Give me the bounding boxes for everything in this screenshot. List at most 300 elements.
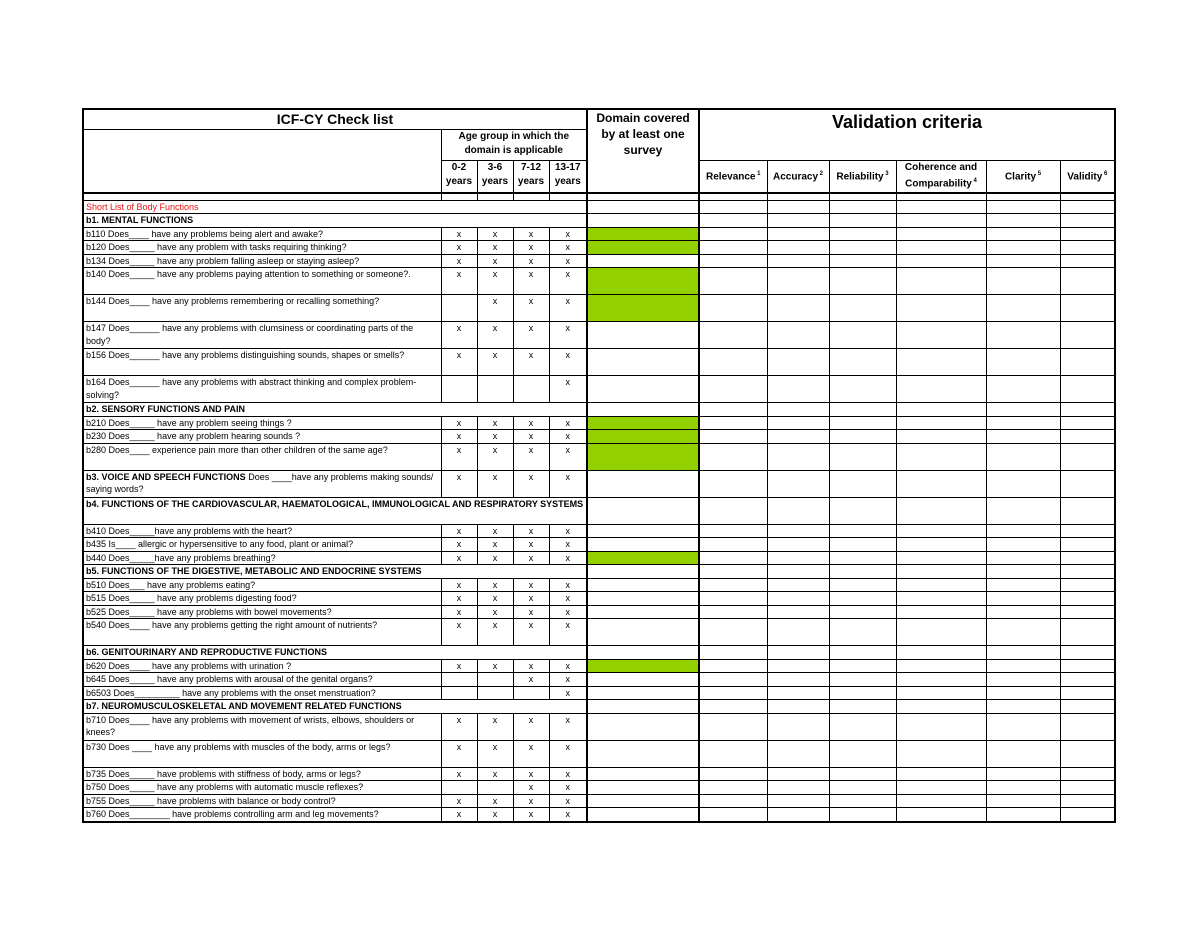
age-mark-cell: [441, 673, 477, 687]
criterion-cell: [896, 578, 986, 592]
age-mark-cell: x: [549, 659, 587, 673]
age-mark-cell: x: [477, 538, 513, 552]
table-row: [83, 794, 1115, 808]
criterion-footnote-marker: 3: [883, 171, 889, 178]
criterion-cell: [1060, 538, 1115, 552]
criterion-cell: [829, 403, 896, 417]
criterion-cell: [829, 794, 896, 808]
criterion-label: Validity: [1067, 171, 1103, 183]
header-row: [83, 193, 1115, 200]
criterion-cell: [699, 200, 767, 214]
criterion-cell: [986, 443, 1060, 470]
criterion-cell: [699, 538, 767, 552]
criterion-cell: [986, 578, 1060, 592]
criterion-cell: [1060, 565, 1115, 579]
table-row: [83, 605, 1115, 619]
criterion-cell: [1060, 443, 1115, 470]
domain-covered-cell: [587, 295, 699, 322]
criterion-cell: [986, 538, 1060, 552]
age-mark-cell: [441, 193, 477, 200]
table-row: [83, 767, 1115, 781]
domain-covered-cell: [587, 214, 699, 228]
criterion-cell: [699, 659, 767, 673]
criterion-cell: [986, 416, 1060, 430]
criterion-coherence-and-comparability: [896, 160, 986, 193]
age-mark-cell: x: [477, 524, 513, 538]
age-mark-cell: x: [441, 349, 477, 376]
criterion-cell: [699, 227, 767, 241]
domain-covered-cell: [587, 254, 699, 268]
domain-covered-cell: [587, 646, 699, 660]
age-mark-cell: x: [441, 268, 477, 295]
criterion-cell: [699, 430, 767, 444]
domain-covered-cell: [587, 322, 699, 349]
criterion-cell: [1060, 295, 1115, 322]
criterion-cell: [829, 686, 896, 700]
question-text: b156 Does______ have any problems distinguishing sounds, shapes or smells?: [83, 349, 441, 376]
age-mark-cell: x: [513, 322, 549, 349]
age-mark-cell: [477, 376, 513, 403]
criterion-label: Relevance: [706, 171, 756, 183]
question-text: b620 Does____ have any problems with urination ?: [83, 659, 441, 673]
age-mark-cell: [441, 781, 477, 795]
criterion-cell: [896, 740, 986, 767]
age-mark-cell: x: [477, 416, 513, 430]
age-mark-cell: x: [549, 740, 587, 767]
criterion-label: Clarity: [1004, 171, 1037, 183]
age-mark-cell: x: [441, 551, 477, 565]
age-mark-cell: x: [441, 254, 477, 268]
section-row: [83, 497, 1115, 524]
domain-covered-cell: [587, 565, 699, 579]
table-row: [83, 241, 1115, 255]
criterion-cell: [829, 673, 896, 687]
criterion-cell: [1060, 551, 1115, 565]
criterion-cell: [829, 430, 896, 444]
age-mark-cell: x: [549, 430, 587, 444]
criterion-cell: [699, 214, 767, 228]
age-mark-cell: x: [477, 254, 513, 268]
domain-covered-cell: [587, 592, 699, 606]
age-mark-cell: x: [477, 295, 513, 322]
age-mark-cell: [549, 193, 587, 200]
checklist-table: [82, 108, 1116, 823]
age-mark-cell: x: [513, 538, 549, 552]
criterion-cell: [767, 268, 829, 295]
age-mark-cell: x: [513, 740, 549, 767]
criterion-cell: [896, 781, 986, 795]
criterion-cell: [829, 376, 896, 403]
criterion-cell: [767, 700, 829, 714]
criterion-cell: [767, 524, 829, 538]
age-mark-cell: x: [513, 470, 549, 497]
domain-covered-cell: [587, 241, 699, 255]
criterion-cell: [986, 403, 1060, 417]
criterion-cell: [767, 646, 829, 660]
criterion-label: Coherence and Comparability: [904, 162, 978, 189]
criterion-cell: [767, 713, 829, 740]
criterion-cell: [986, 430, 1060, 444]
age-mark-cell: x: [441, 767, 477, 781]
question-text: b3. VOICE AND SPEECH FUNCTIONS Does ____have any problems making sounds/ saying words?: [83, 470, 441, 497]
criterion-cell: [829, 227, 896, 241]
age-group-4: 13-17 years: [549, 160, 587, 193]
criterion-cell: [699, 592, 767, 606]
section-row: [83, 565, 1115, 579]
age-mark-cell: x: [513, 713, 549, 740]
criterion-cell: [986, 524, 1060, 538]
criterion-cell: [1060, 767, 1115, 781]
question-text: [83, 193, 441, 200]
question-text: b750 Does_____ have any problems with automatic muscle reflexes?: [83, 781, 441, 795]
criterion-cell: [986, 376, 1060, 403]
question-text: b515 Does_____ have any problems digesting food?: [83, 592, 441, 606]
age-mark-cell: x: [441, 808, 477, 822]
criterion-cell: [699, 497, 767, 524]
criterion-cell: [829, 443, 896, 470]
age-group-2: 3-6 years: [477, 160, 513, 193]
age-mark-cell: x: [513, 227, 549, 241]
domain-covered-cell: [587, 781, 699, 795]
age-mark-cell: x: [477, 808, 513, 822]
criterion-cell: [699, 605, 767, 619]
criterion-cell: [896, 497, 986, 524]
table-row: [83, 592, 1115, 606]
criterion-cell: [829, 700, 896, 714]
criterion-cell: [829, 605, 896, 619]
age-mark-cell: x: [513, 619, 549, 646]
age-mark-cell: x: [477, 443, 513, 470]
criterion-clarity: [986, 160, 1060, 193]
criterion-cell: [1060, 700, 1115, 714]
criterion-cell: [896, 794, 986, 808]
domain-covered-cell: [587, 538, 699, 552]
criterion-cell: [1060, 686, 1115, 700]
criterion-cell: [829, 349, 896, 376]
question-text: b510 Does___ have any problems eating?: [83, 578, 441, 592]
question-text: b710 Does____ have any problems with movement of wrists, elbows, shoulders or knees?: [83, 713, 441, 740]
table-row: [83, 322, 1115, 349]
criterion-cell: [829, 254, 896, 268]
age-mark-cell: x: [549, 578, 587, 592]
criterion-cell: [986, 794, 1060, 808]
criterion-cell: [699, 619, 767, 646]
criterion-footnote-marker: 5: [1036, 171, 1042, 178]
criterion-cell: [896, 767, 986, 781]
table-row: [83, 686, 1115, 700]
criterion-cell: [986, 673, 1060, 687]
table-row: [83, 781, 1115, 795]
header-row: [83, 200, 1115, 214]
criterion-cell: [1060, 416, 1115, 430]
criterion-cell: [986, 686, 1060, 700]
criterion-cell: [767, 322, 829, 349]
domain-covered-cell: [587, 700, 699, 714]
age-mark-cell: x: [549, 322, 587, 349]
age-mark-cell: x: [549, 349, 587, 376]
section-heading: b2. SENSORY FUNCTIONS AND PAIN: [83, 403, 587, 417]
age-mark-cell: x: [513, 268, 549, 295]
criterion-cell: [829, 241, 896, 255]
criterion-cell: [699, 295, 767, 322]
criterion-cell: [1060, 646, 1115, 660]
age-mark-cell: [477, 781, 513, 795]
criterion-cell: [699, 416, 767, 430]
criterion-cell: [986, 700, 1060, 714]
criterion-cell: [699, 376, 767, 403]
domain-covered-cell: [587, 200, 699, 214]
criterion-cell: [1060, 322, 1115, 349]
age-mark-cell: x: [441, 605, 477, 619]
criterion-cell: [767, 538, 829, 552]
criterion-cell: [767, 686, 829, 700]
criterion-cell: [829, 295, 896, 322]
age-mark-cell: x: [441, 416, 477, 430]
criterion-cell: [1060, 200, 1115, 214]
domain-covered-header: Domain covered by at least one survey: [587, 109, 699, 193]
table-row: [83, 254, 1115, 268]
criterion-cell: [767, 470, 829, 497]
criterion-cell: [767, 605, 829, 619]
age-mark-cell: x: [549, 416, 587, 430]
criterion-cell: [699, 700, 767, 714]
age-mark-cell: [477, 673, 513, 687]
criterion-cell: [699, 565, 767, 579]
criterion-cell: [829, 200, 896, 214]
criterion-cell: [896, 592, 986, 606]
criterion-cell: [1060, 268, 1115, 295]
criterion-cell: [986, 646, 1060, 660]
criterion-cell: [1060, 241, 1115, 255]
age-mark-cell: x: [477, 430, 513, 444]
criterion-cell: [767, 578, 829, 592]
age-mark-cell: x: [513, 605, 549, 619]
age-mark-cell: [477, 193, 513, 200]
criterion-cell: [896, 619, 986, 646]
table-row: [83, 713, 1115, 740]
age-mark-cell: x: [441, 430, 477, 444]
age-mark-cell: x: [441, 713, 477, 740]
domain-covered-cell: [587, 673, 699, 687]
criterion-cell: [699, 241, 767, 255]
criterion-cell: [896, 403, 986, 417]
criterion-cell: [767, 740, 829, 767]
question-text: b410 Does_____have any problems with the heart?: [83, 524, 441, 538]
table-row: [83, 619, 1115, 646]
criterion-cell: [986, 592, 1060, 606]
criterion-cell: [1060, 193, 1115, 200]
criterion-cell: [699, 808, 767, 822]
age-mark-cell: x: [441, 241, 477, 255]
age-mark-cell: x: [441, 524, 477, 538]
age-mark-cell: x: [441, 538, 477, 552]
age-mark-cell: x: [513, 592, 549, 606]
age-mark-cell: x: [549, 686, 587, 700]
age-mark-cell: x: [549, 619, 587, 646]
age-mark-cell: x: [513, 254, 549, 268]
age-mark-cell: x: [477, 578, 513, 592]
age-mark-cell: x: [441, 794, 477, 808]
criterion-cell: [986, 767, 1060, 781]
question-text: b140 Does_____ have any problems paying attention to something or someone?.: [83, 268, 441, 295]
criterion-cell: [699, 254, 767, 268]
criterion-cell: [767, 619, 829, 646]
criterion-cell: [1060, 227, 1115, 241]
criterion-cell: [767, 193, 829, 200]
criterion-cell: [767, 673, 829, 687]
criterion-cell: [699, 349, 767, 376]
domain-covered-cell: [587, 443, 699, 470]
age-mark-cell: x: [513, 443, 549, 470]
age-mark-cell: x: [441, 659, 477, 673]
criterion-cell: [829, 193, 896, 200]
age-mark-cell: x: [549, 227, 587, 241]
criterion-cell: [986, 200, 1060, 214]
age-mark-cell: x: [549, 295, 587, 322]
criterion-cell: [986, 227, 1060, 241]
criterion-cell: [767, 403, 829, 417]
age-mark-cell: x: [441, 470, 477, 497]
criterion-cell: [986, 565, 1060, 579]
age-mark-cell: x: [513, 659, 549, 673]
age-mark-cell: x: [441, 740, 477, 767]
section-row: [83, 214, 1115, 228]
table-row: [83, 443, 1115, 470]
domain-covered-cell: [587, 794, 699, 808]
age-mark-cell: [441, 686, 477, 700]
criterion-cell: [986, 470, 1060, 497]
age-mark-cell: x: [477, 470, 513, 497]
question-text: b120 Does_____ have any problem with tasks requiring thinking?: [83, 241, 441, 255]
criterion-cell: [1060, 713, 1115, 740]
domain-covered-cell: [587, 349, 699, 376]
criterion-cell: [1060, 376, 1115, 403]
criterion-cell: [896, 322, 986, 349]
criterion-cell: [699, 781, 767, 795]
criterion-footnote-marker: 1: [755, 171, 761, 178]
criterion-cell: [986, 268, 1060, 295]
question-text: b760 Does________ have problems controlling arm and leg movements?: [83, 808, 441, 822]
criterion-cell: [896, 605, 986, 619]
age-mark-cell: x: [549, 673, 587, 687]
section-heading: b4. FUNCTIONS OF THE CARDIOVASCULAR, HAEMATOLOGICAL, IMMUNOLOGICAL AND RESPIRATORY SYSTEMS: [83, 497, 587, 524]
criterion-cell: [699, 193, 767, 200]
section-row: [83, 700, 1115, 714]
age-mark-cell: x: [549, 254, 587, 268]
question-text: b134 Does_____ have any problem falling asleep or staying asleep?: [83, 254, 441, 268]
criterion-cell: [986, 497, 1060, 524]
criterion-cell: [1060, 619, 1115, 646]
icf-cy-checklist-sheet: [82, 108, 1114, 823]
criterion-cell: [896, 430, 986, 444]
criterion-cell: [1060, 578, 1115, 592]
section-row: [83, 403, 1115, 417]
criterion-cell: [986, 322, 1060, 349]
criterion-cell: [986, 781, 1060, 795]
criterion-cell: [986, 808, 1060, 822]
age-mark-cell: x: [513, 673, 549, 687]
table-row: [83, 227, 1115, 241]
criterion-cell: [896, 686, 986, 700]
criterion-reliability: [829, 160, 896, 193]
question-text: b435 Is____ allergic or hypersensitive to any food, plant or animal?: [83, 538, 441, 552]
table-row: [83, 470, 1115, 497]
criterion-label: Accuracy: [772, 171, 819, 183]
criterion-cell: [829, 214, 896, 228]
criterion-cell: [699, 322, 767, 349]
criterion-cell: [699, 794, 767, 808]
domain-covered-cell: [587, 268, 699, 295]
criterion-cell: [986, 619, 1060, 646]
table-row: [83, 376, 1115, 403]
age-mark-cell: [513, 193, 549, 200]
criterion-cell: [767, 781, 829, 795]
domain-covered-cell: [587, 470, 699, 497]
age-mark-cell: [513, 686, 549, 700]
age-mark-cell: x: [513, 416, 549, 430]
age-mark-cell: x: [441, 227, 477, 241]
list-title: Short List of Body Functions: [83, 200, 587, 214]
age-mark-cell: x: [477, 227, 513, 241]
criterion-cell: [896, 470, 986, 497]
age-mark-cell: x: [549, 605, 587, 619]
age-mark-cell: x: [549, 551, 587, 565]
age-mark-cell: x: [513, 551, 549, 565]
criterion-cell: [1060, 794, 1115, 808]
age-mark-cell: x: [549, 713, 587, 740]
criterion-cell: [986, 254, 1060, 268]
domain-covered-cell: [587, 605, 699, 619]
question-text: b730 Does ____ have any problems with muscles of the body, arms or legs?: [83, 740, 441, 767]
criterion-cell: [767, 214, 829, 228]
section-heading: b5. FUNCTIONS OF THE DIGESTIVE, METABOLIC AND ENDOCRINE SYSTEMS: [83, 565, 587, 579]
criterion-cell: [767, 592, 829, 606]
domain-covered-cell: [587, 524, 699, 538]
criterion-cell: [829, 592, 896, 606]
age-group-1: 0-2 years: [441, 160, 477, 193]
criterion-cell: [767, 376, 829, 403]
age-mark-cell: x: [477, 268, 513, 295]
age-mark-cell: x: [441, 578, 477, 592]
criterion-cell: [699, 646, 767, 660]
criterion-cell: [767, 808, 829, 822]
age-mark-cell: x: [549, 794, 587, 808]
criterion-cell: [767, 659, 829, 673]
domain-covered-cell: [587, 193, 699, 200]
age-mark-cell: [477, 686, 513, 700]
question-text: b210 Does_____ have any problem seeing things ?: [83, 416, 441, 430]
criterion-cell: [896, 700, 986, 714]
age-mark-cell: x: [513, 781, 549, 795]
age-mark-cell: x: [549, 767, 587, 781]
table-row: [83, 659, 1115, 673]
age-mark-cell: x: [549, 592, 587, 606]
domain-covered-cell: [587, 416, 699, 430]
age-mark-cell: x: [549, 808, 587, 822]
domain-covered-cell: [587, 497, 699, 524]
criterion-cell: [699, 686, 767, 700]
header-spacer-2: [83, 160, 441, 193]
criterion-cell: [1060, 808, 1115, 822]
criterion-cell: [829, 524, 896, 538]
criterion-footnote-marker: 4: [971, 177, 977, 184]
criterion-cell: [767, 565, 829, 579]
age-mark-cell: x: [477, 740, 513, 767]
criterion-relevance: [699, 160, 767, 193]
criterion-cell: [829, 565, 896, 579]
question-text: b6503 Does_________ have any problems with the onset menstruation?: [83, 686, 441, 700]
age-mark-cell: x: [513, 578, 549, 592]
